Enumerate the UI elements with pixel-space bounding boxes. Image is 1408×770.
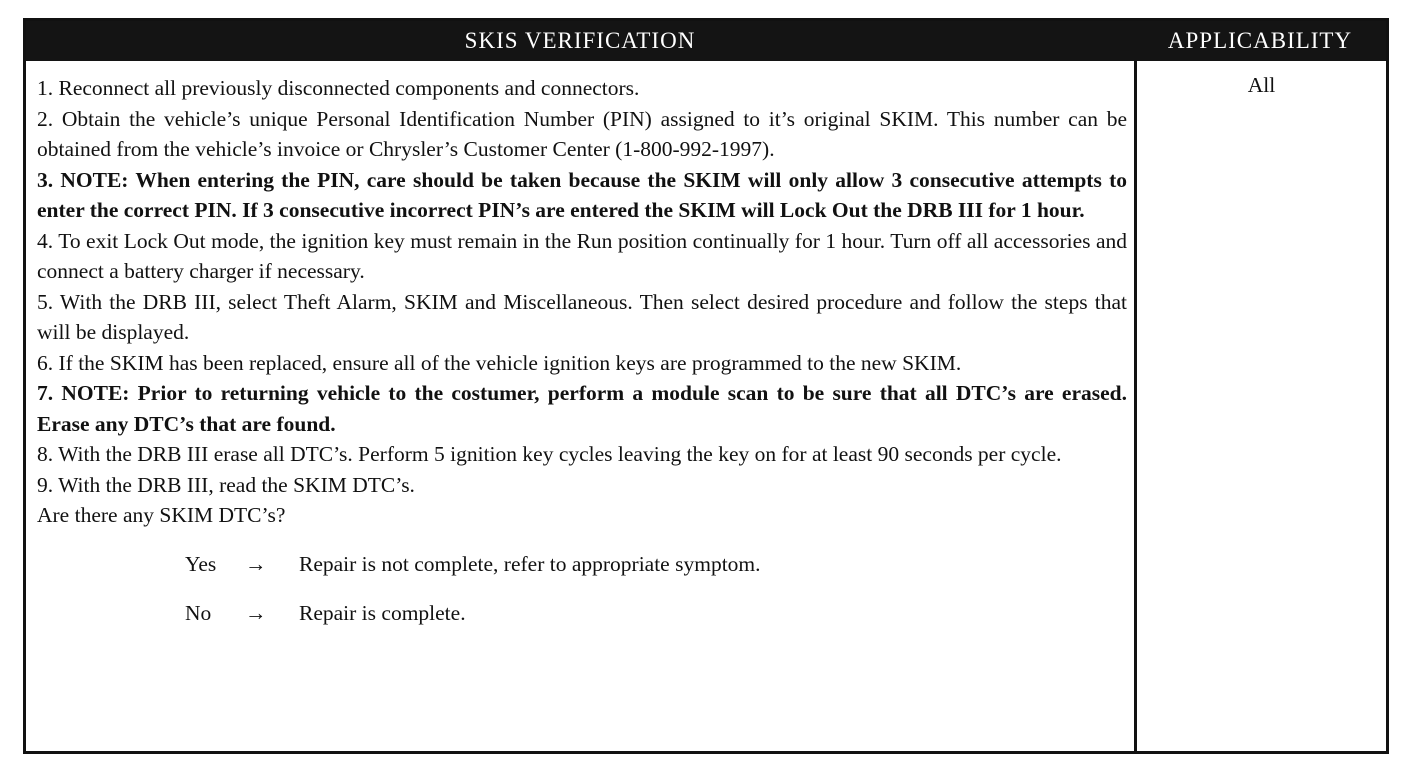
- step-4: 4. To exit Lock Out mode, the ignition key must remain in the Run position continually for 1 hour. Turn off all accessories and connect a battery charger if necessary.: [37, 228, 1127, 283]
- answer-yes-label: Yes: [185, 551, 217, 576]
- applicability-header: APPLICABILITY: [1134, 21, 1386, 61]
- step-2: 2. Obtain the vehicle’s unique Personal Identification Number (PIN) assigned to it’s original SKIM. This number can be obtained from the vehicle’s invoice or Chrysler’s Customer Center (1-800-992-1997).: [37, 106, 1127, 161]
- procedure-body: [37, 73, 1127, 647]
- arrow-right-icon: →: [245, 551, 267, 576]
- step-9: 9. With the DRB III, read the SKIM DTC’s.: [37, 472, 415, 497]
- step-3-note: 3. NOTE: When entering the PIN, care should be taken because the SKIM will only allow 3 consecutive attempts to enter the correct PIN. If 3 consecutive incorrect PIN’s are entered the SKIM will Lock Out the DRB III for 1 hour.: [37, 167, 1127, 222]
- answer-no: [185, 598, 1127, 647]
- step-1: 1. Reconnect all previously disconnected components and connectors.: [37, 76, 640, 100]
- step-6: 6. If the SKIM has been replaced, ensure all of the vehicle ignition keys are programmed to the new SKIM.: [37, 350, 962, 375]
- answer-no-result: Repair is complete.: [299, 600, 466, 625]
- step-5: 5. With the DRB III, select Theft Alarm, SKIM and Miscellaneous. Then select desired procedure and follow the steps that will be displayed.: [37, 289, 1127, 344]
- column-divider: [1134, 61, 1137, 751]
- answer-list: [185, 549, 1127, 647]
- answer-yes-result: Repair is not complete, refer to appropriate symptom.: [299, 551, 761, 576]
- answer-yes: [185, 549, 1127, 598]
- arrow-right-icon: →: [245, 600, 267, 625]
- answer-no-label: No: [185, 600, 212, 625]
- question: Are there any SKIM DTC’s?: [37, 503, 286, 527]
- step-8: 8. With the DRB III erase all DTC’s. Perform 5 ignition key cycles leaving the key on for at least 90 seconds per cycle.: [37, 442, 1062, 466]
- applicability-value: All: [1247, 73, 1276, 97]
- step-7-note: 7. NOTE: Prior to returning vehicle to the costumer, perform a module scan to be sure that all DTC’s are erased. Erase any DTC’s that are found.: [37, 381, 1127, 436]
- table-title: SKIS VERIFICATION: [26, 21, 1134, 61]
